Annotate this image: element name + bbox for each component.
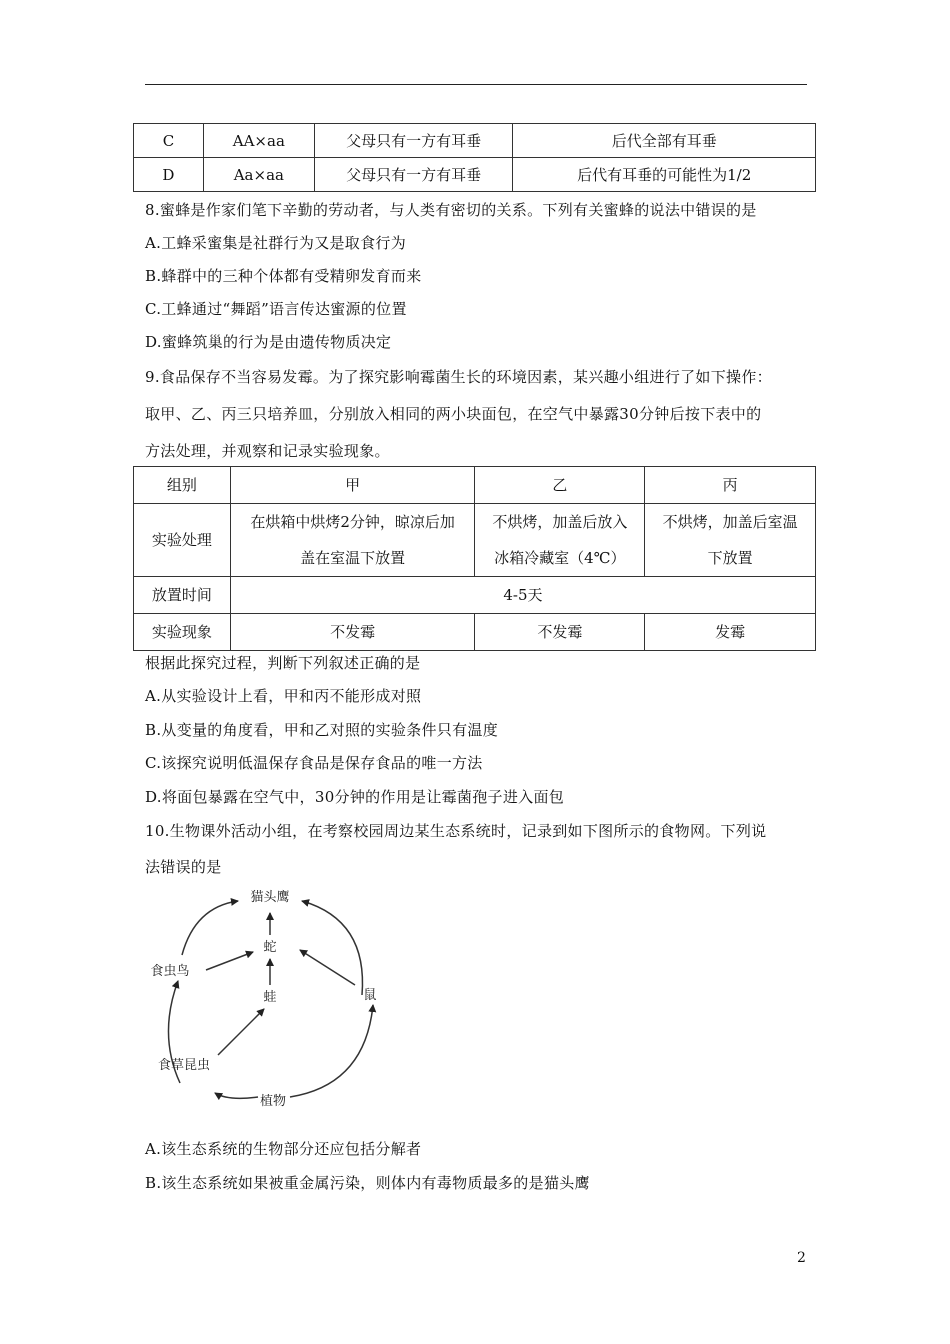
treatment-line: 盖在室温下放置 — [300, 549, 406, 567]
arrow-mouse-to-snake — [300, 950, 355, 985]
q10-stem-line-2: 法错误的是 — [145, 858, 222, 876]
q9-option-a: A.从实验设计上看，甲和丙不能形成对照 — [145, 687, 422, 705]
result-cell: 发霉 — [645, 614, 816, 651]
q8-option-a: A.工蜂采蜜集是社群行为又是取食行为 — [145, 234, 407, 252]
parents-cell: 父母只有一方有耳垂 — [314, 124, 513, 158]
treatment-line: 冰箱冷藏室（4℃） — [494, 549, 626, 567]
mold-experiment-table — [133, 466, 816, 651]
q9-option-b: B.从变量的角度看，甲和乙对照的实验条件只有温度 — [145, 721, 498, 739]
food-web-diagram — [140, 885, 390, 1120]
header-cell: 乙 — [475, 467, 645, 504]
arc-bird-to-owl — [182, 901, 238, 955]
q10-option-a: A.该生态系统的生物部分还应包括分解者 — [145, 1140, 422, 1158]
owl-label: 猫头鹰 — [250, 890, 290, 905]
q10-stem-line-1: 10.生物课外活动小组，在考察校园周边某生态系统时，记录到如下图所示的食物网。下列说 — [145, 822, 767, 840]
arc-plant-to-mouse — [290, 1005, 373, 1097]
bird-label: 食虫鸟 — [150, 964, 190, 979]
arc-plant-to-insect — [215, 1093, 258, 1098]
arrow-insect-to-bird — [206, 952, 253, 970]
arrow-insect-to-frog — [218, 1009, 264, 1055]
header-cell: 甲 — [230, 467, 475, 504]
cross-cell: AA×aa — [203, 124, 314, 158]
treatment-line: 不烘烤，加盖后室温 — [662, 513, 798, 531]
treatment-cell — [230, 504, 475, 577]
q9-option-d: D.将面包暴露在空气中，30分钟的作用是让霉菌孢子进入面包 — [145, 788, 565, 806]
parents-cell: 父母只有一方有耳垂 — [314, 158, 513, 192]
genetics-table — [133, 123, 816, 192]
q8-option-d: D.蜜蜂筑巢的行为是由遗传物质决定 — [145, 333, 392, 351]
option-cell: C — [134, 124, 204, 158]
row-label: 放置时间 — [134, 577, 231, 614]
q9-stem-line-1: 9.食品保存不当容易发霉。为了探究影响霉菌生长的环境因素，某兴趣小组进行了如下操作： — [145, 368, 772, 386]
result-cell: 不发霉 — [230, 614, 475, 651]
time-cell: 4-5天 — [230, 577, 815, 614]
plant-label: 植物 — [259, 1094, 287, 1109]
table-row — [134, 614, 816, 651]
header-cell: 丙 — [645, 467, 816, 504]
table-row — [134, 504, 816, 577]
row-label: 实验处理 — [134, 504, 231, 577]
option-cell: D — [134, 158, 204, 192]
frog-label: 蛙 — [263, 990, 277, 1005]
header-cell: 组别 — [134, 467, 231, 504]
q8-option-c: C.工蜂通过“舞蹈”语言传达蜜源的位置 — [145, 300, 407, 318]
table-row — [134, 158, 816, 192]
table-row — [134, 467, 816, 504]
treatment-line: 不烘烤，加盖后放入 — [492, 513, 628, 531]
snake-label: 蛇 — [263, 940, 277, 955]
treatment-cell — [645, 504, 816, 577]
q9-stem-line-2: 取甲、乙、丙三只培养皿，分别放入相同的两小块面包，在空气中暴露30分钟后按下表中的 — [145, 405, 762, 423]
table-row — [134, 577, 816, 614]
offspring-cell: 后代全部有耳垂 — [513, 124, 816, 158]
q9-stem-line-3: 方法处理，并观察和记录实验现象。 — [145, 442, 390, 460]
q9-after: 根据此探究过程，判断下列叙述正确的是 — [145, 654, 421, 672]
row-label: 实验现象 — [134, 614, 231, 651]
arc-mouse-to-owl — [302, 901, 363, 995]
treatment-line: 下放置 — [707, 549, 753, 567]
q9-option-c: C.该探究说明低温保存食品是保存食品的唯一方法 — [145, 754, 483, 772]
result-cell: 不发霉 — [475, 614, 645, 651]
treatment-cell — [475, 504, 645, 577]
mouse-label: 鼠 — [363, 988, 377, 1003]
page-number: 2 — [797, 1250, 806, 1266]
q8-stem: 8.蜜蜂是作家们笔下辛勤的劳动者，与人类有密切的关系。下列有关蜜蜂的说法中错误的是 — [145, 201, 757, 219]
table-row — [134, 124, 816, 158]
offspring-cell: 后代有耳垂的可能性为1/2 — [513, 158, 816, 192]
cross-cell: Aa×aa — [203, 158, 314, 192]
treatment-line: 在烘箱中烘烤2分钟，晾凉后加 — [250, 513, 455, 531]
header-rule — [145, 84, 807, 85]
q8-option-b: B.蜂群中的三种个体都有受精卵发育而来 — [145, 267, 422, 285]
q10-option-b: B.该生态系统如果被重金属污染，则体内有毒物质最多的是猫头鹰 — [145, 1174, 590, 1192]
insect-label: 食草昆虫 — [157, 1058, 211, 1073]
